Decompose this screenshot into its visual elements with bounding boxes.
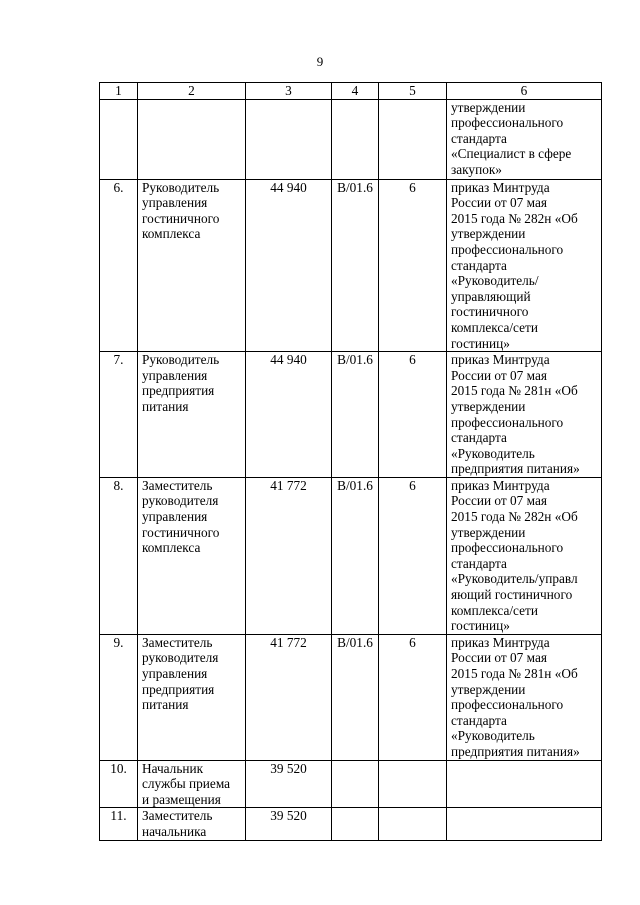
document-line: утверждении <box>451 524 526 540</box>
salary-cell: 41 772 <box>246 477 332 634</box>
position-cell <box>138 477 246 634</box>
document-line: утверждении <box>451 99 526 115</box>
document-line: стандарта <box>451 130 507 146</box>
position-line: руководителя <box>142 493 219 509</box>
document-line: «Специалист в сфере <box>451 146 572 162</box>
empty-cell <box>246 99 332 179</box>
document-line: профессионального <box>451 241 564 257</box>
level-cell <box>379 760 447 808</box>
document-line: профессионального <box>451 540 564 556</box>
header-cell: 2 <box>138 83 246 100</box>
table-row <box>100 477 602 634</box>
position-line: руководителя <box>142 650 219 666</box>
position-line: предприятия <box>142 681 215 697</box>
document-line: «Руководитель <box>451 728 535 744</box>
position-cell <box>138 352 246 478</box>
document-line: 2015 года № 282н «Об <box>451 210 578 226</box>
code-cell <box>332 808 379 840</box>
document-cell <box>447 477 602 634</box>
header-cell: 4 <box>332 83 379 100</box>
table-row-continuation <box>100 99 602 179</box>
header-cell: 1 <box>100 83 138 100</box>
document-line: 2015 года № 281н «Об <box>451 666 578 681</box>
row-number-cell: 6. <box>100 179 138 352</box>
position-line: Руководитель <box>142 179 220 195</box>
header-cell: 6 <box>447 83 602 100</box>
salary-cell: 39 520 <box>246 808 332 840</box>
document-line: «Руководитель <box>451 445 535 461</box>
document-line: закупок» <box>451 161 502 177</box>
row-number-cell: 9. <box>100 634 138 760</box>
position-line: управления <box>142 666 208 681</box>
document-line: профессионального <box>451 697 564 713</box>
header-cell: 3 <box>246 83 332 100</box>
position-line: комплекса <box>142 540 201 556</box>
document-line: яющий гостиничного <box>451 587 573 603</box>
row-number-cell: 10. <box>100 760 138 808</box>
header-cell: 5 <box>379 83 447 100</box>
page-number: 9 <box>316 54 324 69</box>
position-cell <box>138 179 246 352</box>
document-cell <box>447 352 602 478</box>
document-line: профессионального <box>451 414 564 430</box>
level-cell <box>379 808 447 840</box>
document-cell <box>447 179 602 352</box>
level-cell: 6 <box>379 477 447 634</box>
position-cell <box>138 808 246 840</box>
document-line: 2015 года № 281н «Об <box>451 383 578 399</box>
document-line: гостиничного <box>451 304 529 320</box>
salary-cell: 44 940 <box>246 352 332 478</box>
document-line: утверждении <box>451 681 526 697</box>
code-cell: B/01.6 <box>332 179 379 352</box>
document-line: приказ Минтруда <box>451 352 550 368</box>
position-line: питания <box>142 398 189 414</box>
position-line: управления <box>142 367 208 383</box>
document-line: предприятия питания» <box>451 743 580 759</box>
document-line: гостиниц» <box>451 618 510 634</box>
level-cell: 6 <box>379 352 447 478</box>
code-cell: B/01.6 <box>332 352 379 478</box>
document-line: управляющий <box>451 288 531 304</box>
document-line: России от 07 мая <box>451 493 547 509</box>
position-line: питания <box>142 697 189 713</box>
code-cell: B/01.6 <box>332 634 379 760</box>
position-line: управления <box>142 509 208 525</box>
document-line: гостиниц» <box>451 335 510 351</box>
document-cell <box>447 634 602 760</box>
document-line: комплекса/сети <box>451 602 538 618</box>
position-line: службы приема <box>142 776 231 792</box>
salary-cell: 39 520 <box>246 760 332 808</box>
document-line: стандарта <box>451 257 507 273</box>
table-header-row <box>100 83 602 100</box>
document-cell <box>447 808 602 840</box>
level-cell: 6 <box>379 634 447 760</box>
position-line: гостиничного <box>142 210 220 226</box>
document-line: «Руководитель/ <box>451 273 539 289</box>
document-line: утверждении <box>451 398 526 414</box>
position-line: Заместитель <box>142 634 213 650</box>
position-line: Руководитель <box>142 352 220 368</box>
position-line: начальника <box>142 823 207 839</box>
salary-cell: 44 940 <box>246 179 332 352</box>
position-cell <box>138 634 246 760</box>
positions-table <box>99 82 602 841</box>
row-number-cell: 11. <box>100 808 138 840</box>
empty-cell <box>100 99 138 179</box>
position-line: Заместитель <box>142 808 213 824</box>
document-line: приказ Минтруда <box>451 634 550 650</box>
table-row <box>100 352 602 478</box>
position-line: и размещения <box>142 791 221 807</box>
document-line: России от 07 мая <box>451 367 547 383</box>
document-cell <box>447 99 602 179</box>
table-row <box>100 808 602 840</box>
empty-cell <box>138 99 246 179</box>
position-line: Заместитель <box>142 477 213 493</box>
code-cell <box>332 760 379 808</box>
document-line: комплекса/сети <box>451 319 538 335</box>
document-line: профессионального <box>451 115 564 131</box>
document-cell <box>447 760 602 808</box>
document-line: стандарта <box>451 712 507 728</box>
document-line: приказ Минтруда <box>451 179 550 195</box>
position-line: предприятия <box>142 383 215 399</box>
position-line: комплекса <box>142 226 201 242</box>
document-line: предприятия питания» <box>451 461 580 477</box>
empty-cell <box>379 99 447 179</box>
table-row <box>100 179 602 352</box>
document-line: 2015 года № 282н «Об <box>451 509 578 525</box>
table-row <box>100 760 602 808</box>
empty-cell <box>332 99 379 179</box>
position-cell <box>138 760 246 808</box>
document-line: России от 07 мая <box>451 195 547 211</box>
position-line: гостиничного <box>142 524 220 540</box>
document-line: утверждении <box>451 226 526 242</box>
position-line: управления <box>142 195 208 211</box>
table-row <box>100 634 602 760</box>
document-line: «Руководитель/управл <box>451 571 578 587</box>
row-number-cell: 7. <box>100 352 138 478</box>
salary-cell: 41 772 <box>246 634 332 760</box>
document-line: России от 07 мая <box>451 650 547 666</box>
row-number-cell: 8. <box>100 477 138 634</box>
document-line: стандарта <box>451 430 507 446</box>
position-line: Начальник <box>142 760 204 776</box>
document-line: стандарта <box>451 555 507 571</box>
document-line: приказ Минтруда <box>451 477 550 493</box>
level-cell: 6 <box>379 179 447 352</box>
code-cell: B/01.6 <box>332 477 379 634</box>
